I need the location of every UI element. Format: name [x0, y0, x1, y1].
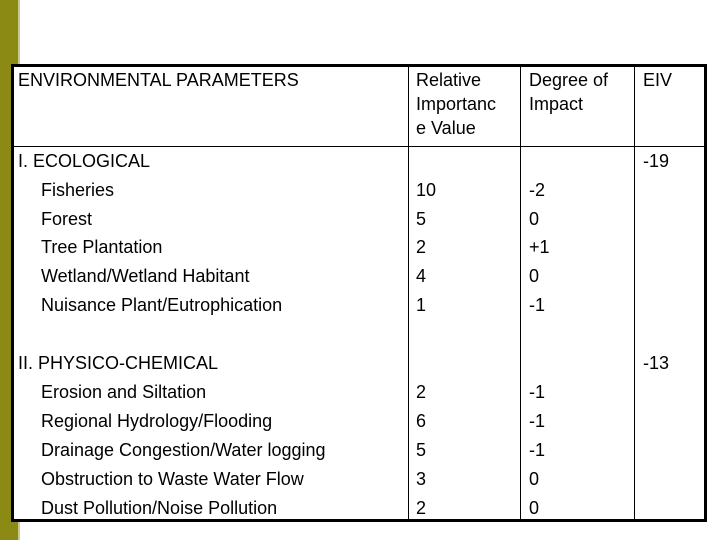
header-degree-line1: Degree of	[529, 70, 609, 90]
row-relative: 10	[416, 180, 437, 200]
column-divider-3	[634, 64, 635, 522]
row-name: Nuisance Plant/Eutrophication	[41, 295, 283, 315]
row-degree: 0	[529, 498, 540, 518]
row-name: Forest	[41, 209, 93, 229]
row-name: Fisheries	[41, 180, 115, 200]
row-relative: 5	[416, 209, 427, 229]
row-relative: 5	[416, 440, 427, 460]
row-relative: 2	[416, 237, 427, 257]
row-name: Dust Pollution/Noise Pollution	[41, 498, 278, 518]
section-eiv-physico-chemical: -13	[643, 353, 670, 373]
row-name: Regional Hydrology/Flooding	[41, 411, 273, 431]
header-parameters: ENVIRONMENTAL PARAMETERS	[18, 70, 299, 90]
header-relative-line2: Importanc	[416, 94, 497, 114]
header-divider	[11, 146, 707, 147]
row-name: Erosion and Siltation	[41, 382, 207, 402]
row-name: Obstruction to Waste Water Flow	[41, 469, 304, 489]
row-relative: 4	[416, 266, 427, 286]
row-degree: -1	[529, 382, 546, 402]
row-name: Drainage Congestion/Water logging	[41, 440, 326, 460]
section-title-ecological: I. ECOLOGICAL	[18, 151, 151, 171]
row-degree: 0	[529, 469, 540, 489]
header-relative-line1: Relative	[416, 70, 482, 90]
header-degree-line2: Impact	[529, 94, 584, 114]
section-title-physico-chemical: II. PHYSICO-CHEMICAL	[18, 353, 219, 373]
row-degree: +1	[529, 237, 550, 257]
row-relative: 1	[416, 295, 427, 315]
row-degree: -1	[529, 411, 546, 431]
row-degree: -1	[529, 440, 546, 460]
row-degree: -2	[529, 180, 546, 200]
row-relative: 3	[416, 469, 427, 489]
column-divider-2	[520, 64, 521, 522]
row-name: Tree Plantation	[41, 237, 163, 257]
section-eiv-ecological: -19	[643, 151, 670, 171]
row-relative: 2	[416, 498, 427, 518]
row-name: Wetland/Wetland Habitant	[41, 266, 250, 286]
header-relative-line3: e Value	[416, 118, 476, 138]
header-eiv: EIV	[643, 70, 673, 90]
row-relative: 2	[416, 382, 427, 402]
row-degree: 0	[529, 266, 540, 286]
row-relative: 6	[416, 411, 427, 431]
row-degree: -1	[529, 295, 546, 315]
column-divider-1	[408, 64, 409, 522]
row-degree: 0	[529, 209, 540, 229]
